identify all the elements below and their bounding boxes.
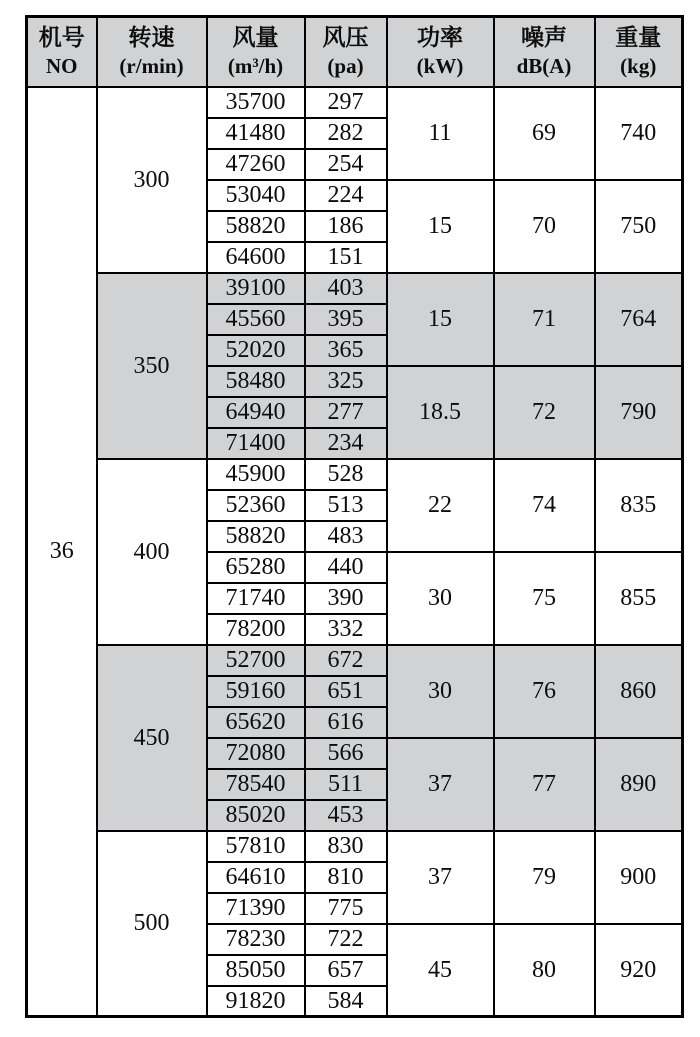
- noise-cell: 74: [494, 459, 595, 552]
- airflow-cell: 71400: [207, 428, 305, 459]
- pressure-cell: 282: [305, 118, 387, 149]
- weight-cell: 900: [595, 831, 683, 924]
- airflow-cell: 58820: [207, 211, 305, 242]
- header-row: [27, 17, 683, 87]
- header-weight: [595, 17, 683, 87]
- machine-no-cell: 36: [27, 87, 97, 1017]
- power-cell: 45: [387, 924, 494, 1017]
- pressure-cell: 186: [305, 211, 387, 242]
- noise-cell: 71: [494, 273, 595, 366]
- header-line1: 机号: [38, 25, 85, 51]
- power-cell: 15: [387, 273, 494, 366]
- weight-cell: 890: [595, 738, 683, 831]
- weight-cell: 740: [595, 87, 683, 180]
- header-pressure: [305, 17, 387, 87]
- pressure-cell: 775: [305, 893, 387, 924]
- pressure-cell: 528: [305, 459, 387, 490]
- pressure-cell: 584: [305, 986, 387, 1017]
- pressure-cell: 254: [305, 149, 387, 180]
- weight-cell: 860: [595, 645, 683, 738]
- airflow-cell: 39100: [207, 273, 305, 304]
- weight-cell: 835: [595, 459, 683, 552]
- speed-cell: 350: [97, 273, 207, 459]
- header-line2: (kW): [416, 54, 464, 78]
- pressure-cell: 830: [305, 831, 387, 862]
- pressure-cell: 657: [305, 955, 387, 986]
- pressure-cell: 440: [305, 552, 387, 583]
- pressure-cell: 513: [305, 490, 387, 521]
- power-cell: 18.5: [387, 366, 494, 459]
- pressure-cell: 511: [305, 769, 387, 800]
- airflow-cell: 78200: [207, 614, 305, 645]
- table-row: [27, 87, 683, 118]
- airflow-cell: 53040: [207, 180, 305, 211]
- pressure-cell: 234: [305, 428, 387, 459]
- noise-cell: 79: [494, 831, 595, 924]
- header-line1: 风压: [322, 25, 369, 51]
- header-line2: (pa): [327, 54, 364, 78]
- table-row: [27, 645, 683, 676]
- weight-cell: 764: [595, 273, 683, 366]
- header-power: [387, 17, 494, 87]
- airflow-cell: 58480: [207, 366, 305, 397]
- airflow-cell: 52360: [207, 490, 305, 521]
- airflow-cell: 64600: [207, 242, 305, 273]
- airflow-cell: 58820: [207, 521, 305, 552]
- header-line2: NO: [46, 54, 78, 78]
- speed-cell: 400: [97, 459, 207, 645]
- header-airflow: [207, 17, 305, 87]
- pressure-cell: 483: [305, 521, 387, 552]
- power-cell: 30: [387, 645, 494, 738]
- airflow-cell: 59160: [207, 676, 305, 707]
- header-line2: (r/min): [119, 54, 184, 78]
- pressure-cell: 277: [305, 397, 387, 428]
- header-line1: 转速: [128, 25, 175, 51]
- airflow-cell: 91820: [207, 986, 305, 1017]
- power-cell: 15: [387, 180, 494, 273]
- header-line1: 重量: [615, 25, 662, 51]
- airflow-cell: 52700: [207, 645, 305, 676]
- airflow-cell: 78230: [207, 924, 305, 955]
- pressure-cell: 390: [305, 583, 387, 614]
- header-line1: 功率: [417, 25, 463, 51]
- weight-cell: 750: [595, 180, 683, 273]
- airflow-cell: 64610: [207, 862, 305, 893]
- airflow-cell: 45900: [207, 459, 305, 490]
- pressure-cell: 325: [305, 366, 387, 397]
- airflow-cell: 71740: [207, 583, 305, 614]
- pressure-cell: 810: [305, 862, 387, 893]
- pressure-cell: 566: [305, 738, 387, 769]
- pressure-cell: 651: [305, 676, 387, 707]
- pressure-cell: 672: [305, 645, 387, 676]
- header-line2: (kg): [620, 54, 657, 78]
- airflow-cell: 35700: [207, 87, 305, 118]
- pressure-cell: 403: [305, 273, 387, 304]
- spec-table-body: [27, 87, 683, 1017]
- noise-cell: 76: [494, 645, 595, 738]
- table-row: [27, 459, 683, 490]
- airflow-cell: 52020: [207, 335, 305, 366]
- noise-cell: 75: [494, 552, 595, 645]
- fan-spec-table: [25, 15, 684, 1018]
- airflow-cell: 78540: [207, 769, 305, 800]
- speed-cell: 450: [97, 645, 207, 831]
- header-speed: [97, 17, 207, 87]
- pressure-cell: 722: [305, 924, 387, 955]
- airflow-cell: 72080: [207, 738, 305, 769]
- power-cell: 37: [387, 831, 494, 924]
- noise-cell: 70: [494, 180, 595, 273]
- speed-cell: 500: [97, 831, 207, 1017]
- noise-cell: 77: [494, 738, 595, 831]
- pressure-cell: 332: [305, 614, 387, 645]
- noise-cell: 72: [494, 366, 595, 459]
- pressure-cell: 395: [305, 304, 387, 335]
- pressure-cell: 297: [305, 87, 387, 118]
- airflow-cell: 57810: [207, 831, 305, 862]
- airflow-cell: 85020: [207, 800, 305, 831]
- pressure-cell: 365: [305, 335, 387, 366]
- pressure-cell: 453: [305, 800, 387, 831]
- airflow-cell: 47260: [207, 149, 305, 180]
- airflow-cell: 64940: [207, 397, 305, 428]
- pressure-cell: 224: [305, 180, 387, 211]
- power-cell: 37: [387, 738, 494, 831]
- header-line1: 噪声: [521, 25, 567, 51]
- power-cell: 11: [387, 87, 494, 180]
- airflow-cell: 65620: [207, 707, 305, 738]
- header-machine-no: [27, 17, 97, 87]
- table-row: [27, 831, 683, 862]
- header-line2: (m³/h): [227, 54, 284, 78]
- noise-cell: 69: [494, 87, 595, 180]
- speed-cell: 300: [97, 87, 207, 273]
- weight-cell: 920: [595, 924, 683, 1017]
- noise-cell: 80: [494, 924, 595, 1017]
- weight-cell: 790: [595, 366, 683, 459]
- pressure-cell: 151: [305, 242, 387, 273]
- airflow-cell: 85050: [207, 955, 305, 986]
- power-cell: 30: [387, 552, 494, 645]
- table-row: [27, 273, 683, 304]
- weight-cell: 855: [595, 552, 683, 645]
- header-noise: [494, 17, 595, 87]
- airflow-cell: 45560: [207, 304, 305, 335]
- airflow-cell: 71390: [207, 893, 305, 924]
- power-cell: 22: [387, 459, 494, 552]
- airflow-cell: 41480: [207, 118, 305, 149]
- header-line1: 风量: [232, 25, 279, 51]
- pressure-cell: 616: [305, 707, 387, 738]
- header-line2: dB(A): [516, 54, 572, 78]
- airflow-cell: 65280: [207, 552, 305, 583]
